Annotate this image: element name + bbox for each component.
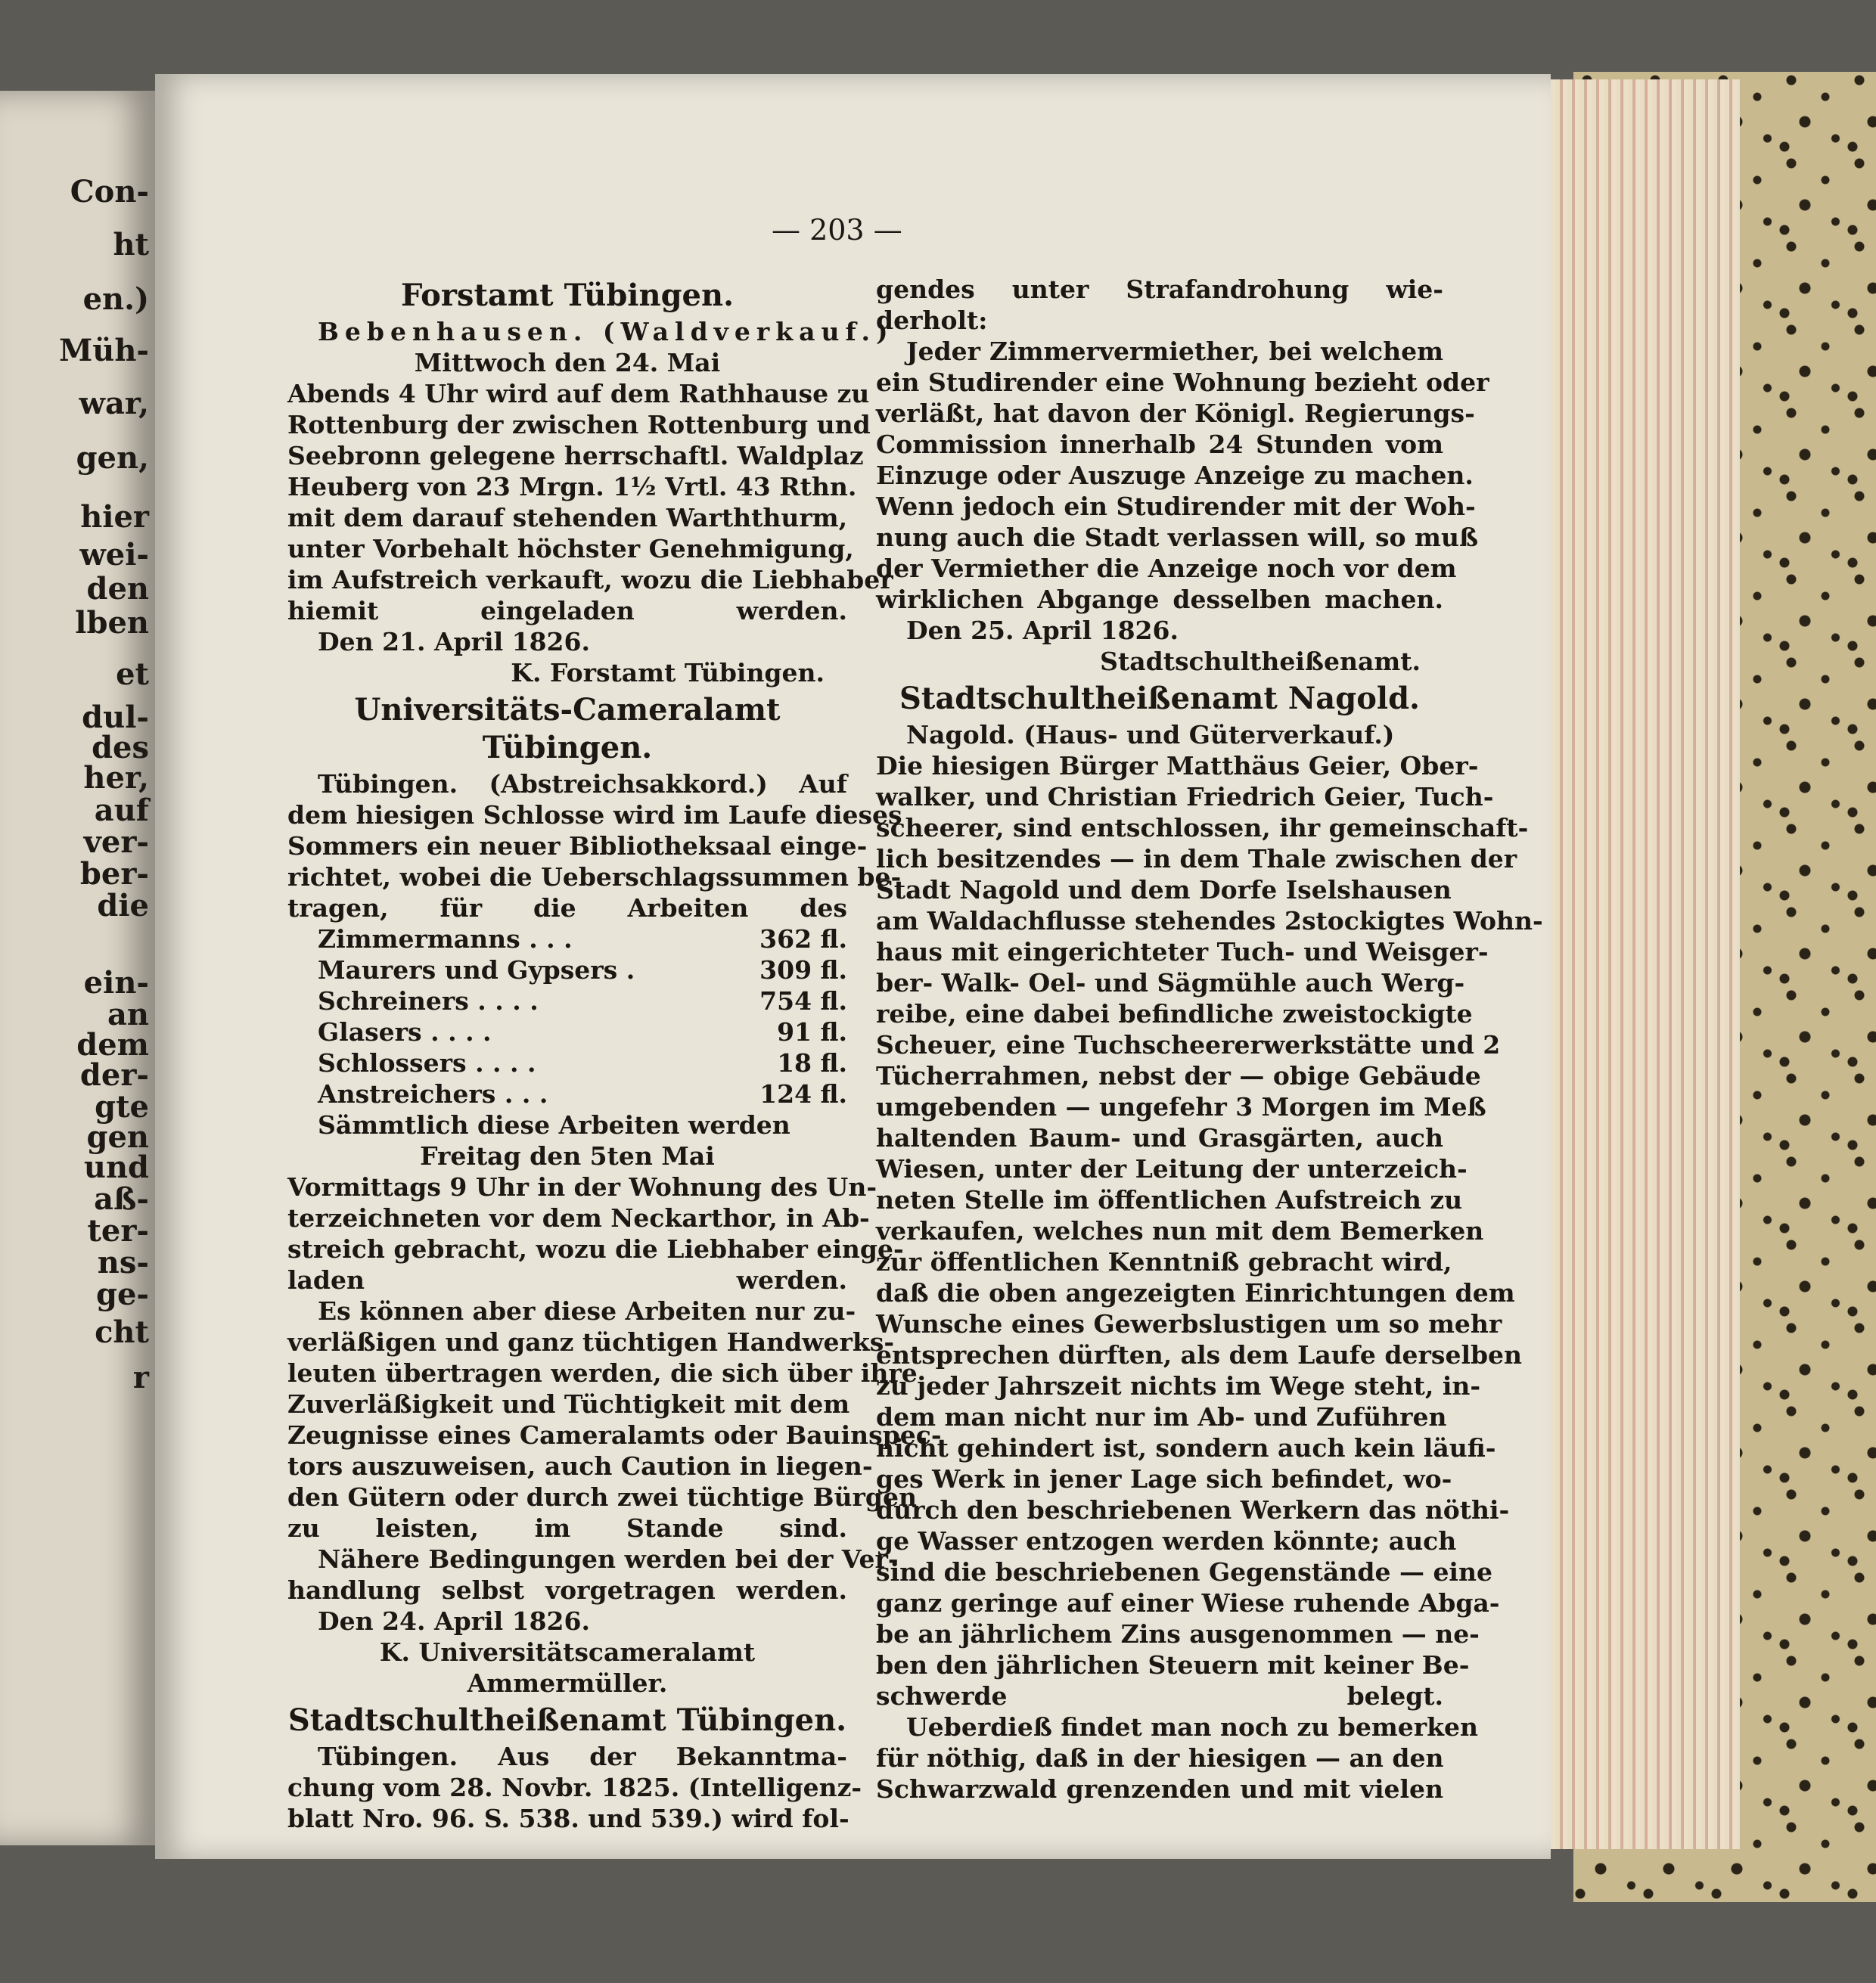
text-line: ben den jährlichen Steuern mit keiner Be- (876, 1650, 1470, 1680)
section-body-nagold (876, 719, 1543, 1805)
text-line: zu jeder Jahrszeit nichts im Wege steht, in- (876, 1371, 1481, 1401)
text-line: verläßt, hat davon der Königl. Regierungs- (876, 399, 1475, 428)
text-line: nung auch die Stadt verlassen will, so muß (876, 523, 1479, 552)
text-line: haltenden Baum- und Grasgärten, auch (876, 1123, 1443, 1153)
cost-trade: Schlossers . . . . (318, 1048, 536, 1078)
text-line: Heuberg von 23 Mrgn. 1½ Vrtl. 43 Rthn. (287, 472, 857, 501)
text-line: Abends 4 Uhr wird auf dem Rathhause zu (287, 379, 870, 408)
right-column (876, 274, 1543, 1805)
cost-amount: 754 fl. (759, 986, 847, 1016)
text-line: Sämmtlich diese Arbeiten werden (318, 1110, 790, 1140)
text-line: am Waldachflusse stehendes 2stockigtes Wohn- (876, 906, 1543, 936)
text-line: Nähere Bedingungen werden bei der Ver- (318, 1544, 899, 1574)
previous-page-text-fragment: ge- (95, 1277, 149, 1312)
previous-page-text-fragment: gen (86, 1119, 149, 1155)
text-line: Bebenhausen. (Waldverkauf.) (318, 317, 894, 346)
text-line: haus mit eingerichteter Tuch- und Weisger- (876, 937, 1489, 967)
text-line: Jeder Zimmervermiether, bei welchem (906, 337, 1443, 366)
section-heading-stadtschultheissenamt-tuebingen: Stadtschultheißenamt Tübingen. (287, 1702, 847, 1738)
text-line: scheerer, sind entschlossen, ihr gemeinschaft- (876, 813, 1529, 843)
text-line: Es können aber diese Arbeiten nur zu- (318, 1296, 856, 1326)
previous-page-text-fragment: gte (95, 1089, 149, 1125)
text-line: gendes unter Strafandrohung wie- (876, 275, 1443, 304)
previous-page-text-fragment: war, (79, 386, 149, 421)
text-line: schwerde belegt. (876, 1681, 1443, 1711)
text-line: tors auszuweisen, auch Caution in liegen- (287, 1451, 873, 1481)
text-line: ge Wasser entzogen werden könnte; auch (876, 1526, 1457, 1556)
text-line: ganz geringe auf einer Wiese ruhende Abga- (876, 1588, 1500, 1618)
section-body-cameralamt-continued (287, 1109, 942, 1606)
text-line: leuten übertragen werden, die sich über ihre (287, 1358, 918, 1388)
previous-page-text-fragment: lben (75, 605, 149, 641)
previous-page-text-fragment: r (132, 1360, 149, 1395)
cost-amount: 362 fl. (759, 924, 847, 954)
cost-amount: 124 fl. (759, 1079, 847, 1109)
previous-page-text-fragment: wei- (79, 537, 149, 573)
cost-row (287, 1016, 847, 1047)
cost-amount: 309 fl. (759, 955, 847, 985)
text-line: Wunsche eines Gewerbslustigen um so mehr (876, 1309, 1502, 1339)
previous-page-text-fragment: an (107, 997, 149, 1032)
section-body-forstamt (287, 316, 894, 626)
text-line: Zeugnisse eines Cameralamts oder Bauinspec- (287, 1420, 942, 1450)
text-line: Zuverläßigkeit und Tüchtigkeit mit dem (287, 1389, 850, 1419)
text-line: unter Vorbehalt höchster Genehmigung, (287, 534, 854, 563)
previous-page-text-fragment: des (92, 730, 149, 765)
section-date: Den 25. April 1826. (906, 616, 1179, 645)
cost-row (287, 923, 847, 954)
section-heading-forstamt: Forstamt Tübingen. (400, 278, 735, 313)
previous-page-text-fragment: her, (83, 760, 149, 796)
section-signature: K. Forstamt Tübingen. (511, 658, 825, 687)
text-line: Einzuge oder Auszuge Anzeige zu machen. (876, 461, 1474, 490)
text-line: Vormittags 9 Uhr in der Wohnung des Un- (287, 1172, 877, 1202)
text-line: Wenn jedoch ein Studirender mit der Woh- (876, 492, 1476, 521)
text-line: walker, und Christian Friedrich Geier, Tuch- (876, 782, 1494, 812)
previous-page-text-fragment: dem (76, 1027, 149, 1063)
page-edges (1543, 79, 1740, 1849)
page-number: — 203 — (772, 213, 902, 247)
text-line: zur öffentlichen Kenntniß gebracht wird, (876, 1247, 1452, 1277)
previous-page-text-fragment: et (116, 656, 149, 692)
previous-page-text-fragment: ein- (83, 965, 149, 1001)
text-line: Ammermüller. (467, 1668, 668, 1698)
text-line: handlung selbst vorgetragen werden. (287, 1575, 847, 1605)
cost-trade: Glasers . . . . (318, 1017, 492, 1047)
text-line: Commission innerhalb 24 Stunden vom (876, 430, 1443, 459)
text-line: Ueberdieß findet man noch zu bemerken (906, 1712, 1478, 1742)
text-line: blatt Nro. 96. S. 538. und 539.) wird fol- (287, 1804, 849, 1833)
text-line: Schwarzwald grenzenden und mit vielen (876, 1774, 1443, 1804)
previous-page-text-fragment: ht (113, 227, 149, 262)
cost-trade: Anstreichers . . . (318, 1079, 548, 1109)
text-line: Rottenburg der zwischen Rottenburg und (287, 410, 871, 439)
cost-trade: Maurers und Gypsers . (318, 955, 635, 985)
text-line: ein Studirender eine Wohnung bezieht oder (876, 368, 1489, 397)
text-line: laden werden. (287, 1265, 847, 1295)
previous-page-text-fragment: en.) (82, 281, 149, 317)
previous-page-text-fragment: die (97, 888, 149, 923)
text-line: terzeichneten vor dem Neckarthor, in Ab- (287, 1203, 870, 1233)
text-line: richtet, wobei die Ueberschlagssummen be- (287, 862, 902, 892)
text-line: Freitag den 5ten Mai (420, 1141, 715, 1171)
previous-page-text-fragment: hier (80, 499, 149, 535)
text-line: verkaufen, welches nun mit dem Bemerken (876, 1216, 1484, 1246)
section-heading-cameralamt: Universitäts-Cameralamt Tübingen. (354, 692, 781, 765)
previous-page-text-fragment: cht (95, 1314, 149, 1350)
section-heading-nagold: Stadtschultheißenamt Nagold. (899, 681, 1420, 716)
text-line: reibe, eine dabei befindliche zweistockigte (876, 999, 1473, 1029)
text-line: durch den beschriebenen Werkern das nöthi- (876, 1495, 1510, 1525)
cost-amount: 91 fl. (777, 1017, 847, 1047)
previous-page-text-fragment: dul- (82, 700, 149, 735)
previous-page-text-fragment: auf (94, 793, 149, 828)
cost-amount: 18 fl. (777, 1048, 847, 1078)
text-line: umgebenden — ungefehr 3 Morgen im Meß (876, 1092, 1486, 1122)
text-line: den Gütern oder durch zwei tüchtige Bürgen (287, 1482, 917, 1512)
cost-trade: Zimmermanns . . . (318, 924, 573, 954)
text-line: streich gebracht, wozu die Liebhaber einge- (287, 1234, 904, 1264)
previous-page-text-fragment: ns- (97, 1245, 149, 1280)
text-line: sind die beschriebenen Gegenstände — eine (876, 1557, 1492, 1587)
text-line: Seebronn gelegene herrschaftl. Waldplaz (287, 441, 864, 470)
previous-page-text-fragment: der- (79, 1057, 149, 1093)
text-line: Wiesen, unter der Leitung der unterzeich- (876, 1154, 1468, 1184)
text-line: K. Universitätscameralamt (379, 1637, 756, 1667)
continued-notice-body (876, 274, 1489, 615)
section-signature (287, 1637, 847, 1699)
text-line: lich besitzendes — in dem Thale zwischen der (876, 844, 1517, 874)
text-line: dem man nicht nur im Ab- und Zuführen (876, 1402, 1447, 1432)
text-line: zu leisten, im Stande sind. (287, 1513, 847, 1543)
previous-page-text-fragment: und (83, 1150, 149, 1185)
text-line: Die hiesigen Bürger Matthäus Geier, Ober- (876, 751, 1479, 780)
text-line: Scheuer, eine Tuchscheererwerkstätte und 2 (876, 1030, 1501, 1060)
text-line: Nagold. (Haus- und Güterverkauf.) (906, 720, 1395, 749)
previous-page-text-fragment: den (86, 571, 149, 607)
text-line: wirklichen Abgange desselben machen. (876, 585, 1443, 614)
previous-page-text-fragment: ber- (79, 856, 149, 892)
previous-page-text-fragment: gen, (76, 440, 149, 476)
text-line: Tübingen. (Abstreichsakkord.) Auf (318, 769, 847, 799)
text-line: nicht gehindert ist, sondern auch kein läufi- (876, 1433, 1496, 1463)
previous-page-fragment (0, 91, 155, 1845)
text-line: ber- Walk- Oel- und Sägmühle auch Werg- (876, 968, 1465, 998)
text-line: Tücherrahmen, nebst der — obige Gebäude (876, 1061, 1481, 1091)
text-line: derholt: (876, 306, 988, 335)
section-body-stadtschultheissenamt-tuebingen (287, 1741, 862, 1834)
text-line: verläßigen und ganz tüchtigen Handwerks- (287, 1327, 895, 1357)
section-date: Den 21. April 1826. (318, 627, 590, 656)
previous-page-text-fragment: ver- (83, 824, 149, 860)
previous-page-text-fragment: aß- (94, 1181, 149, 1217)
text-line: Tübingen. Aus der Bekanntma- (318, 1742, 847, 1771)
text-line: chung vom 28. Novbr. 1825. (Intelligenz- (287, 1773, 862, 1802)
text-line: Mittwoch den 24. Mai (414, 348, 721, 377)
text-line: der Vermiether die Anzeige noch vor dem (876, 554, 1457, 583)
section-body-cameralamt (287, 768, 902, 923)
cost-row (287, 985, 847, 1016)
text-line: entsprechen dürften, als dem Laufe derselben (876, 1340, 1523, 1370)
cost-row (287, 1047, 847, 1078)
text-line: dem hiesigen Schlosse wird im Laufe dieses (287, 800, 902, 830)
text-line: be an jährlichem Zins ausgenommen — ne- (876, 1619, 1480, 1649)
text-line: mit dem darauf stehenden Warththurm, (287, 503, 848, 532)
text-line: neten Stelle im öffentlichen Aufstreich zu (876, 1185, 1463, 1215)
cost-row (287, 1078, 847, 1109)
text-line: Sommers ein neuer Bibliotheksaal einge- (287, 831, 868, 861)
text-line: Stadt Nagold und dem Dorfe Iselshausen (876, 875, 1452, 905)
text-line: ges Werk in jener Lage sich befindet, wo- (876, 1464, 1452, 1494)
cost-list (287, 923, 847, 1109)
text-line: für nöthig, daß in der hiesigen — an den (876, 1743, 1444, 1773)
previous-page-text-fragment: Con- (70, 174, 149, 209)
section-date: Den 24. April 1826. (318, 1606, 590, 1636)
previous-page-text-fragment: Müh- (58, 333, 149, 368)
cost-row (287, 954, 847, 985)
text-line: hiemit eingeladen werden. (287, 596, 847, 625)
previous-page-text-fragment: ter- (87, 1213, 149, 1249)
cost-trade: Schreiners . . . . (318, 986, 539, 1016)
text-line: tragen, für die Arbeiten des (287, 893, 847, 923)
text-line: daß die oben angezeigten Einrichtungen dem (876, 1278, 1515, 1308)
text-line: im Aufstreich verkauft, wozu die Liebhaber (287, 565, 893, 594)
section-signature: Stadtschultheißenamt. (1100, 647, 1421, 676)
